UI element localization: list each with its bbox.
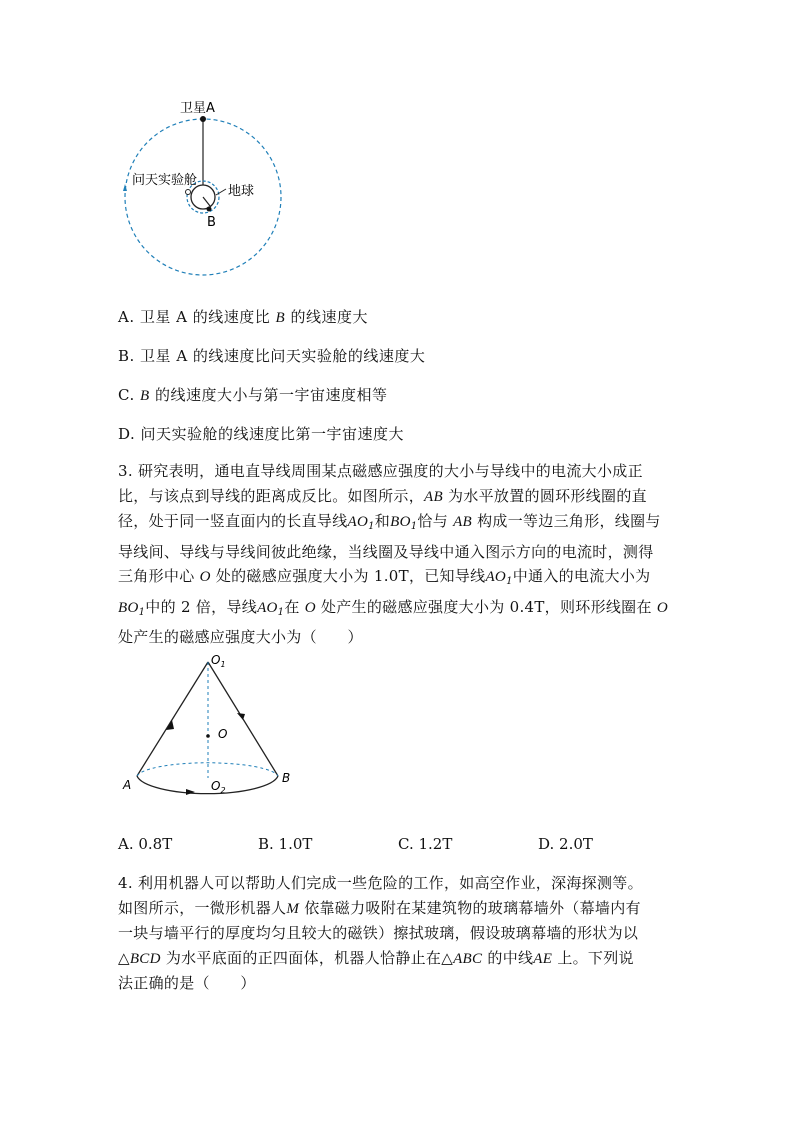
label-a: A [123, 778, 132, 792]
option-a: A. 卫星 A 的线速度比 B 的线速度大 [118, 308, 368, 326]
orbit-arrow-icon [123, 184, 127, 191]
label-o2: $O_2$ [211, 779, 226, 795]
arrow-down-icon [237, 713, 245, 720]
label-b: B [282, 771, 291, 785]
earth-label: 地球 [228, 184, 255, 199]
satellite-a-label: 卫星A [180, 101, 215, 116]
point-b-dot [207, 207, 212, 212]
point-b-label: B [207, 215, 216, 230]
station-dot [186, 190, 191, 195]
q3-option-d: D. 2.0T [538, 835, 593, 853]
label-o: O [218, 727, 228, 741]
question-3: 3. 研究表明，通电直导线周围某点磁感应强度的大小与导线中的电流大小成正 比，与该点到导线的距离成反比。如图所示，AB 为水平放置的圆环形线圈的直 径，处于同一竖直面内的长直导线$AO_1$和$BO_1$恰与 AB 构成一等边三角形，线圈与 导线间、导线与导线间彼此绝缘，当线圈及导线中通入图示方向的电流时，测得 三角形中心 O 处的磁感应强度大小为 1.0T，已知导线$AO_1$中通入的电流大小为 $BO_1$中的 2 倍，导线$AO_1$在 O 处产生的磁感应强度大小为 0.4T，则环形线圈在 O 处产生的磁感应强度大小为（ ） [118, 462, 669, 646]
coil-arrow-icon [186, 789, 195, 795]
option-b: B. 卫星 A 的线速度比问天实验舱的线速度大 [118, 347, 426, 365]
q3-option-b: B. 1.0T [258, 835, 313, 853]
coil-front-arc [137, 776, 278, 794]
question-4: 4. 利用机器人可以帮助人们完成一些危险的工作，如高空作业，深海探测等。 如图所示，一微形机器人M 依靠磁力吸附在某建筑物的玻璃幕墙外（幕墙内有 一块与墙平行的厚度均匀且较大的磁铁）擦拭玻璃，假设玻璃幕墙的形状为以 △BCD 为水平底面的正四面体，机器人恰静止在△ABC 的中线AE 上。下列说 法正确的是（ ） [118, 874, 643, 992]
option-c: C. B 的线速度大小与第一宇宙速度相等 [118, 386, 388, 404]
q3-option-c: C. 1.2T [398, 835, 453, 853]
wire-ao1 [137, 662, 208, 776]
arrow-up-icon [166, 720, 174, 730]
option-d: D. 问天实验舱的线速度比第一宇宙速度大 [118, 425, 405, 443]
label-o1: $O_1$ [211, 653, 226, 669]
orbit-figure [110, 95, 300, 285]
center-o-dot [206, 734, 210, 738]
station-label: 问天实验舱 [132, 173, 198, 188]
satellite-a-dot [200, 116, 206, 122]
coil-figure [115, 650, 305, 802]
q3-option-a: A. 0.8T [118, 835, 173, 853]
